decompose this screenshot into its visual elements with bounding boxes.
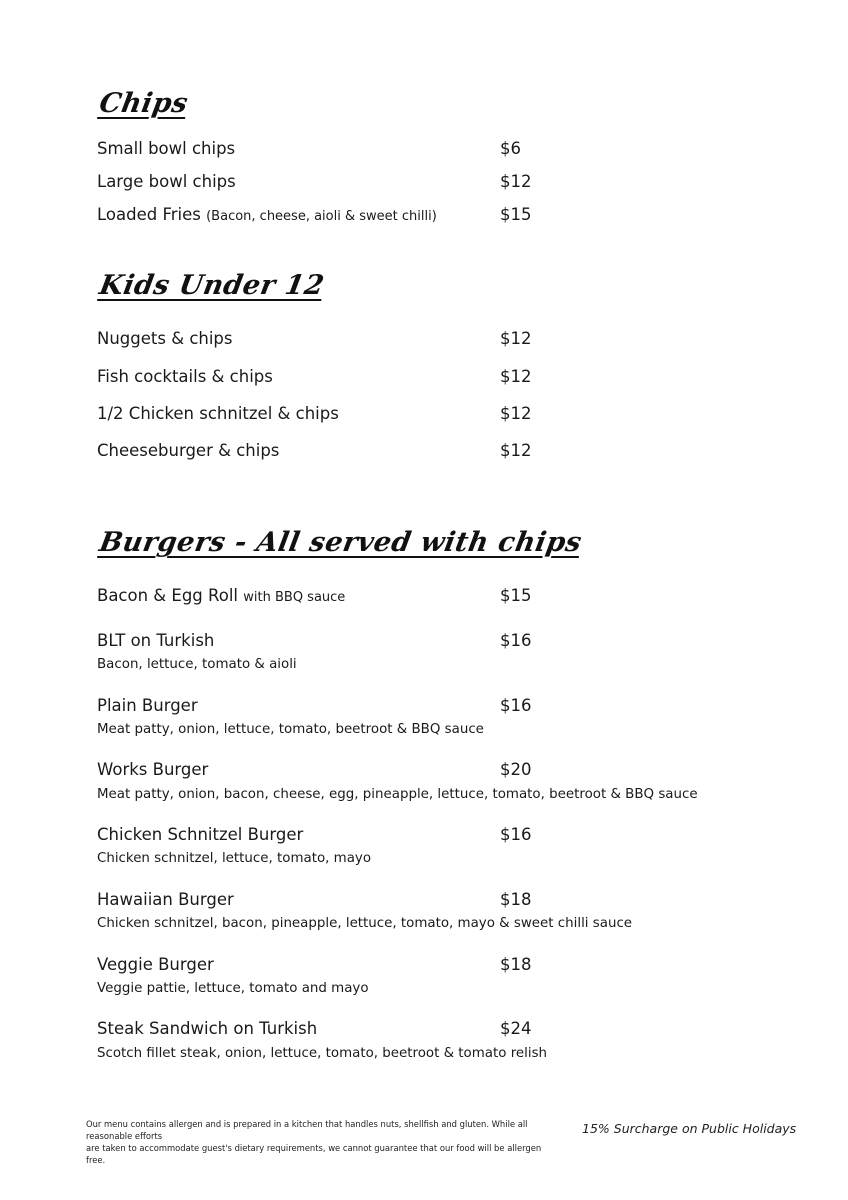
- item-name: Cheeseburger & chips: [97, 441, 280, 460]
- item-note: with BBQ sauce: [243, 590, 346, 605]
- item-description: Bacon, lettuce, tomato & aioli: [97, 657, 297, 672]
- allergen-disclaimer: [86, 1118, 546, 1166]
- menu-item: [97, 629, 797, 653]
- item-name: Bacon & Egg Roll: [97, 586, 239, 605]
- section-title-chips: Chips: [97, 88, 191, 119]
- item-name: BLT on Turkish: [97, 631, 215, 650]
- item-description: Meat patty, onion, bacon, cheese, egg, pineapple, lettuce, tomato, beetroot & BBQ sauce: [97, 787, 698, 802]
- menu-item: [97, 888, 797, 912]
- item-price: $18: [500, 955, 532, 974]
- item-name: Plain Burger: [97, 696, 198, 715]
- item-price: $12: [500, 329, 532, 348]
- menu-item: [97, 439, 797, 463]
- item-price: $12: [500, 404, 532, 423]
- item-name: Loaded Fries: [97, 205, 201, 224]
- menu-item: [97, 823, 797, 847]
- item-price: $16: [500, 696, 532, 715]
- menu-item: [97, 170, 797, 194]
- item-price: $16: [500, 631, 532, 650]
- menu-item: [97, 137, 797, 161]
- menu-item: [97, 758, 797, 782]
- item-description: Scotch fillet steak, onion, lettuce, tomato, beetroot & tomato relish: [97, 1046, 548, 1061]
- item-name: Works Burger: [97, 760, 209, 779]
- item-price: $15: [500, 586, 532, 605]
- menu-item: [97, 694, 797, 718]
- item-price: $12: [500, 172, 532, 191]
- item-name-with-note: [97, 584, 345, 610]
- menu-item: [97, 365, 797, 389]
- item-description: Chicken schnitzel, lettuce, tomato, mayo: [97, 851, 372, 866]
- item-price: $16: [500, 825, 532, 844]
- surcharge-note: 15% Surcharge on Public Holidays: [582, 1121, 797, 1136]
- allergen-line: are taken to accommodate guest's dietary requirements, we cannot guarantee that our food will be allergen free.: [86, 1143, 542, 1165]
- item-name: Veggie Burger: [97, 955, 214, 974]
- item-name: Fish cocktails & chips: [97, 367, 273, 386]
- section-title-kids: Kids Under 12: [97, 270, 327, 301]
- item-name: Large bowl chips: [97, 172, 236, 191]
- item-price: $20: [500, 760, 532, 779]
- item-name: Hawaiian Burger: [97, 890, 234, 909]
- item-name: Nuggets & chips: [97, 329, 233, 348]
- item-name: Steak Sandwich on Turkish: [97, 1019, 318, 1038]
- item-name: Small bowl chips: [97, 139, 236, 158]
- item-name-with-note: [97, 203, 437, 229]
- menu-item: [97, 203, 797, 227]
- item-price: $24: [500, 1019, 532, 1038]
- menu-item: [97, 402, 797, 426]
- item-name: 1/2 Chicken schnitzel & chips: [97, 404, 339, 423]
- item-price: $12: [500, 441, 532, 460]
- item-description: Veggie pattie, lettuce, tomato and mayo: [97, 981, 369, 996]
- item-price: $12: [500, 367, 532, 386]
- item-price: $15: [500, 205, 532, 224]
- item-note: (Bacon, cheese, aioli & sweet chilli): [206, 209, 437, 224]
- item-price: $6: [500, 139, 521, 158]
- menu-item: [97, 1017, 797, 1041]
- menu-item: [97, 327, 797, 351]
- allergen-line: Our menu contains allergen and is prepared in a kitchen that handles nuts, shellfish and gluten. While all reasonable efforts: [86, 1119, 528, 1141]
- item-name: Chicken Schnitzel Burger: [97, 825, 304, 844]
- section-title-burgers: Burgers - All served with chips: [97, 527, 585, 558]
- item-description: Chicken schnitzel, bacon, pineapple, lettuce, tomato, mayo & sweet chilli sauce: [97, 916, 633, 931]
- menu-item: [97, 953, 797, 977]
- item-price: $18: [500, 890, 532, 909]
- item-description: Meat patty, onion, lettuce, tomato, beetroot & BBQ sauce: [97, 722, 484, 737]
- menu-item: [97, 584, 797, 608]
